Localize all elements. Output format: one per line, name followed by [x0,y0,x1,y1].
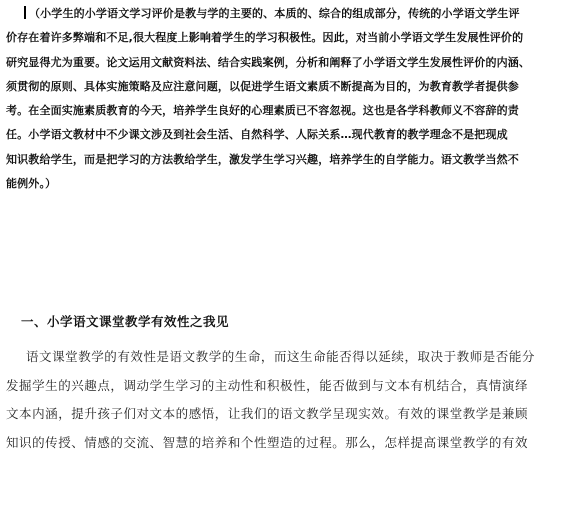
body-line: 知识的传授、情感的交流、智慧的培养和个性塑造的过程。那么，怎样提高课堂教学的有效 [6,434,529,450]
body-paragraph [6,343,569,457]
abstract-paragraph [6,2,562,196]
abstract-line: 研究显得尤为重要。论文运用文献资料法、结合实践案例，分析和阐释了小学语文学生发展性评价的内涵、 [6,55,531,69]
abstract-line: （小学生的小学语文学习评价是教与学的主要的、本质的、综合的组成部分，传统的小学语文学生评 [6,2,562,26]
section-heading: 一、小学语文课堂教学有效性之我见 [21,314,230,329]
body-line: 文本内涵，提升孩子们对文本的感悟，让我们的语文教学呈现实效。有效的课堂教学是兼顾 [6,406,529,422]
text-cursor [24,6,26,19]
abstract-line: 价存在着许多弊端和不足,很大程度上影响着学生的学习积极性。因此，对当前小学语文学生发展性评价的 [6,31,524,45]
body-line: 语文课堂教学的有效性是语文教学的生命，而这生命能否得以延续，取决于教师是否能分 [26,349,535,364]
abstract-line: 任。小学语文教材中不少课文涉及到社会生活、自然科学、人际关系…现代教育的教学理念不是把现成 [6,128,508,142]
body-line: 发掘学生的兴趣点，调动学生学习的主动性和积极性，能否做到与文本有机结合，真情演绎 [6,377,529,393]
abstract-line: 能例外。） [6,177,57,191]
abstract-line: 须贯彻的原则、具体实施策略及应注意问题，以促进学生语文素质不断提高为目的，为教育教学者提供参 [6,79,519,93]
abstract-line: 考。在全面实施素质教育的今天，培养学生良好的心理素质已不容忽视。这也是各学科教师义不容辞的责 [6,104,519,118]
abstract-line: 知识教给学生，而是把学习的方法教给学生，激发学生学习兴趣，培养学生的自学能力。语文教学当然不 [6,152,519,166]
